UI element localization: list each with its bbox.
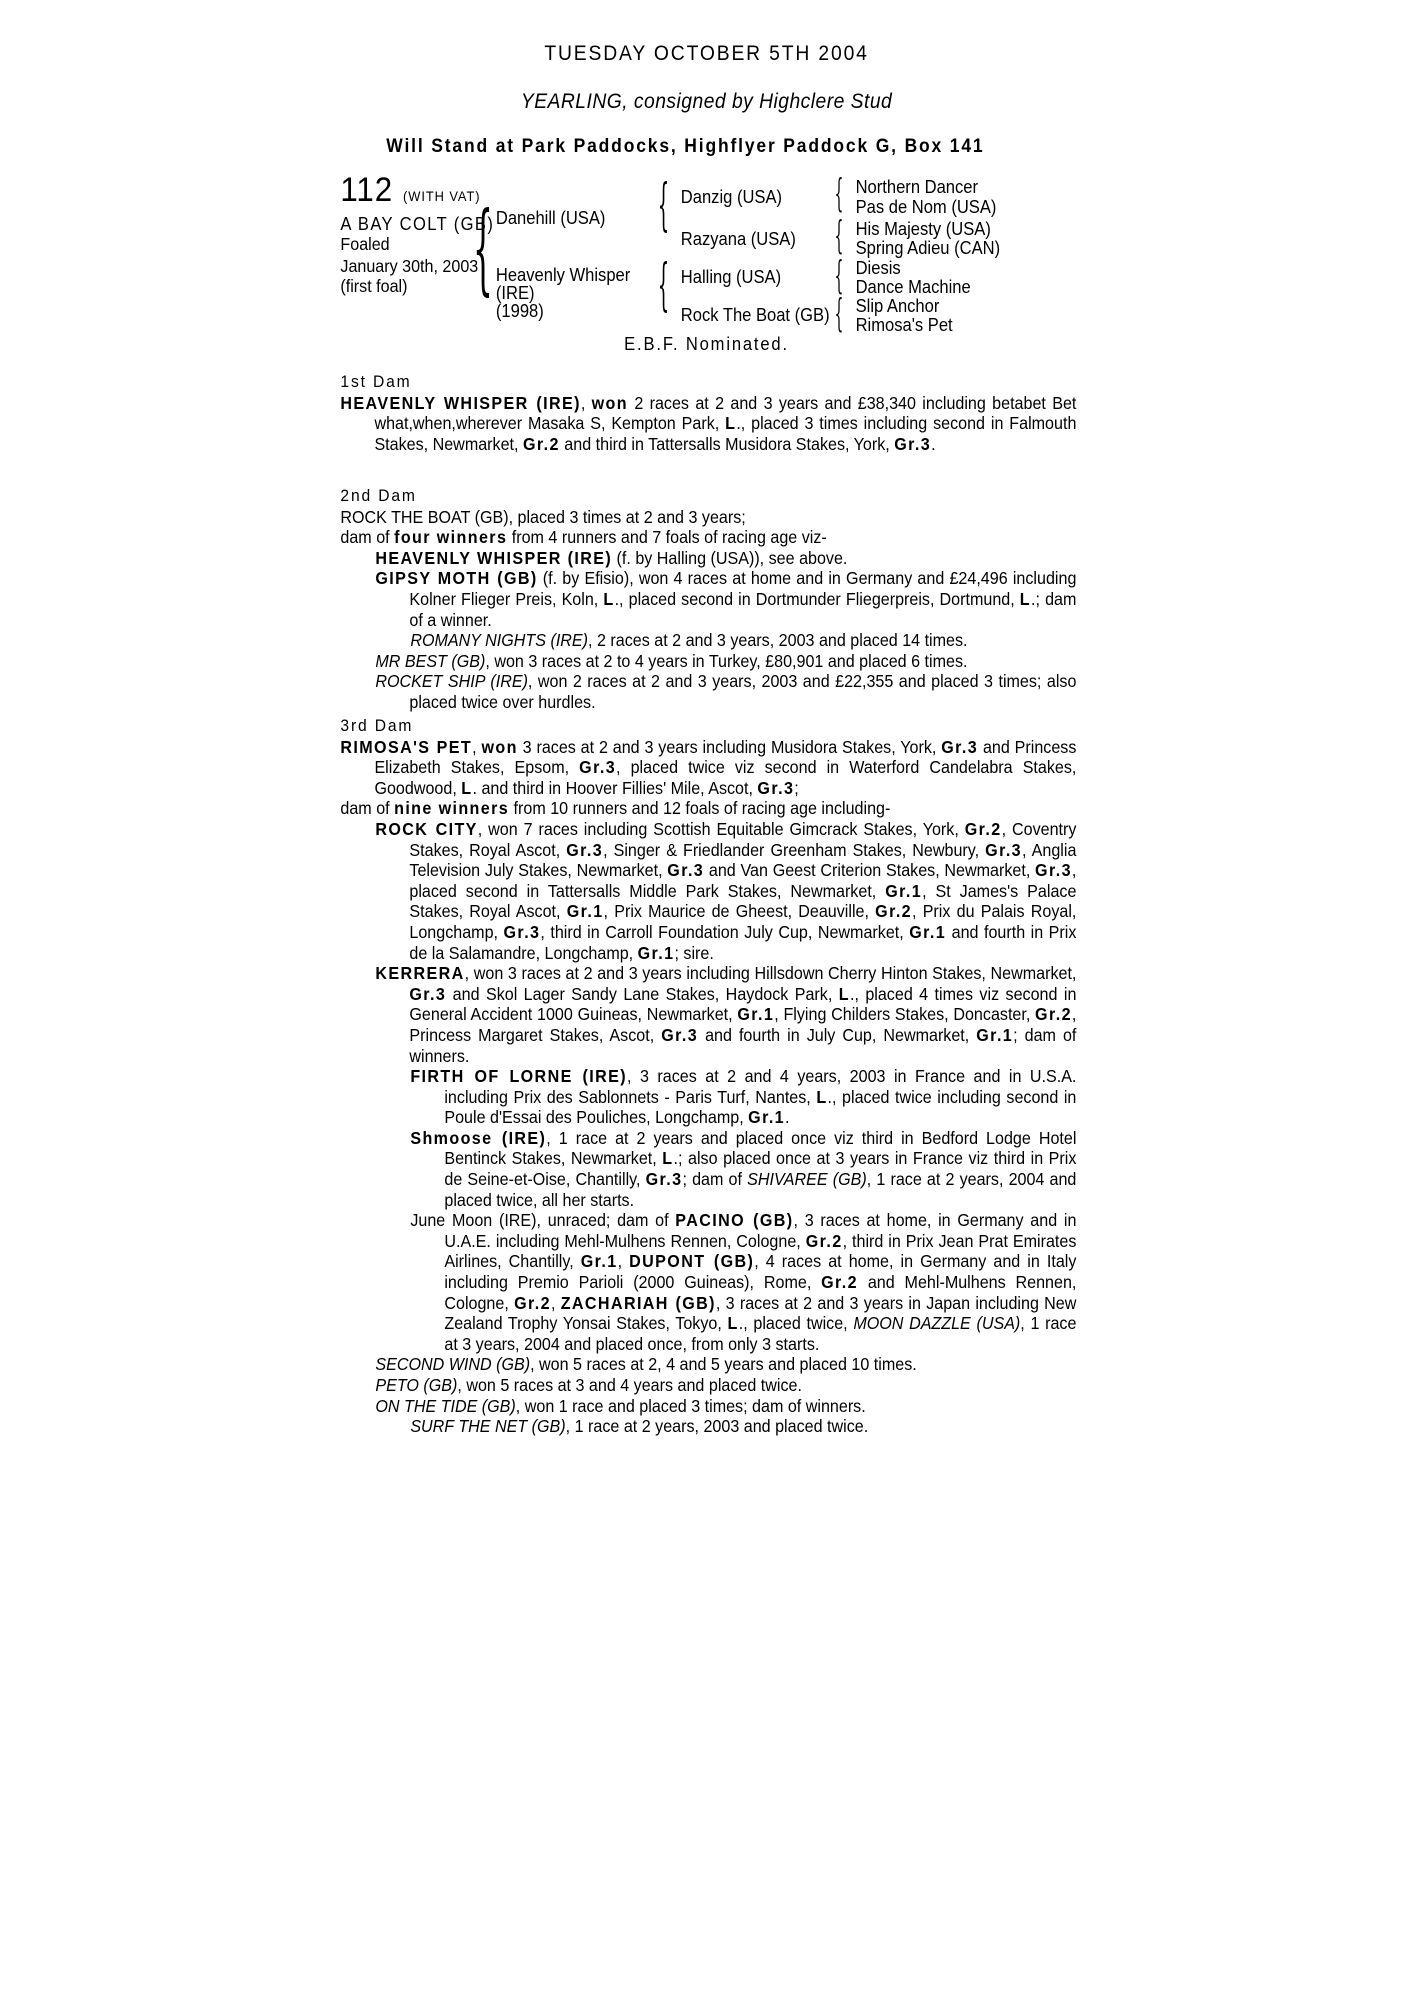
body-text: . and third in Hoover Fillies' Mile, Ascot,	[472, 777, 758, 798]
produce-entry	[340, 630, 1076, 651]
body-text: , Coventry Stakes, Royal Ascot,	[409, 818, 1077, 860]
bold-text: Gr.3	[894, 433, 932, 454]
body-text: from 10 runners and 12 foals of racing age including-	[509, 798, 891, 819]
bold-text: L	[603, 588, 615, 609]
body-text: .; also placed once at 3 years in France viz third in Prix de Seine-et-Oise, Chantilly,	[444, 1148, 1077, 1190]
pedigree-sire-sire: Danzig (USA)	[680, 187, 783, 207]
body-text: , Prix Maurice de Gheest, Deauville,	[603, 901, 876, 922]
italic-text: MR BEST (GB)	[375, 650, 486, 671]
body-text: (f. by Halling (USA)), see above.	[612, 547, 848, 568]
body-text: (f. by Efisio), won 4 races at home and in Germany and £24,496 including Kolner Flieger Preis, Koln,	[409, 568, 1077, 609]
bold-text: L	[1019, 588, 1032, 609]
bold-text: L	[461, 777, 473, 798]
bold-text: Gr.3	[667, 860, 705, 881]
bold-text: ROCK CITY	[375, 818, 478, 839]
italic-text: SECOND WIND (GB)	[375, 1354, 531, 1375]
bold-text: Gr.2	[1035, 1004, 1072, 1025]
second-dam-section	[340, 486, 1076, 713]
body-text: ; dam of	[682, 1169, 748, 1190]
bold-text: Gr.1	[580, 1251, 618, 1272]
bold-text: Gr.3	[757, 777, 795, 798]
body-text: , won 1 race and placed 3 times; dam of winners.	[515, 1395, 866, 1416]
foaled-date: January 30th, 2003	[340, 256, 479, 276]
body-text: ;	[794, 777, 799, 798]
produce-entry	[340, 651, 1076, 672]
pedigree-ggp: His Majesty (USA)	[855, 219, 991, 239]
body-text: 3 races at 2 and 3 years including Musidora Stakes, York,	[517, 736, 942, 757]
pedigree-ggp: Pas de Nom (USA)	[855, 197, 997, 217]
pedigree-brace: {	[657, 253, 670, 318]
bold-text: Gr.1	[885, 880, 923, 901]
pedigree-brace: {	[834, 253, 844, 297]
body-text: , Princess Margaret Stakes, Ascot,	[409, 1004, 1077, 1045]
bold-text: Gr.2	[821, 1272, 859, 1293]
bold-text: Gr.3	[941, 736, 979, 757]
section-heading: 3rd Dam	[340, 716, 414, 735]
bold-text: HEAVENLY WHISPER (IRE)	[375, 547, 613, 568]
body-text: , won 3 races at 2 and 3 years including Hillsdown Cherry Hinton Stakes, Newmarket,	[464, 963, 1077, 984]
ebf-nominated: E.B.F. Nominated.	[624, 334, 789, 354]
pedigree-ggp: Rimosa's Pet	[855, 315, 953, 335]
body-text: 2 races at 2 and 3 years and £38,340 including betabet Bet what,when,wherever Masaka S, Kempton Park,	[374, 392, 1077, 434]
produce-list	[340, 819, 1076, 1437]
pedigree-brace: {	[657, 173, 670, 238]
bold-text: Gr.1	[566, 901, 604, 922]
body-text: ROCK THE BOAT (GB), placed 3 times at 2 and 3 years;	[340, 506, 746, 527]
bold-text: Gr.3	[566, 839, 604, 860]
section-heading: 1st Dam	[340, 372, 412, 391]
body-text: from 4 runners and 7 foals of racing age viz-	[507, 527, 827, 548]
consignment-line: YEARLING, consigned by Highclere Stud	[520, 90, 893, 113]
body-text: dam of	[340, 527, 395, 548]
body-text: , 1 race at 2 years and placed once viz third in Bedford Lodge Hotel Bentinck Stakes, Newmarket,	[444, 1127, 1077, 1169]
stand-location: Will Stand at Park Paddocks, Highflyer Paddock G, Box 141	[386, 136, 985, 157]
body-text: ,	[550, 1292, 561, 1313]
bold-text: GIPSY MOTH (GB)	[375, 568, 538, 589]
bold-text: L	[816, 1086, 828, 1107]
produce-entry	[340, 1128, 1076, 1210]
bold-text: L	[838, 983, 850, 1004]
body-text: and Van Geest Criterion Stakes, Newmarket,	[704, 860, 1036, 881]
bold-text: Gr.1	[976, 1024, 1014, 1045]
first-dam-entry	[340, 393, 1076, 455]
body-text: , won 7 races including Scottish Equitable Gimcrack Stakes, York,	[477, 818, 965, 839]
bold-text: L	[725, 413, 737, 434]
body-text: and Princess Elizabeth Stakes, Epsom,	[374, 736, 1077, 778]
body-text: ., placed 4 times viz second in General Accident 1000 Guineas, Newmarket,	[409, 983, 1077, 1025]
produce-list	[340, 548, 1076, 713]
body-text: June Moon (IRE), unraced; dam of	[410, 1210, 676, 1231]
body-text: , St James's Palace Stakes, Royal Ascot,	[409, 880, 1077, 922]
body-text: , Flying Childers Stakes, Doncaster,	[774, 1004, 1036, 1025]
bold-text: Gr.1	[737, 1004, 775, 1025]
pedigree-ggp: Diesis	[855, 258, 901, 278]
bold-text: Shmoose (IRE)	[410, 1127, 547, 1148]
pedigree-dam-year: (1998)	[495, 301, 544, 321]
body-text: , 3 races at 2 and 3 years in Japan including New Zealand Trophy Yonsai Stakes, Tokyo,	[444, 1292, 1077, 1334]
bold-text: HEAVENLY WHISPER (IRE)	[340, 392, 581, 413]
produce-entry	[340, 568, 1076, 630]
body-text: , won 5 races at 3 and 4 years and placed twice.	[457, 1375, 802, 1395]
body-text: , won 3 races at 2 to 4 years in Turkey, £80,901 and placed 6 times.	[485, 650, 968, 671]
body-text: , Singer & Friedlander Greenham Stakes, Newbury,	[603, 839, 986, 860]
vat-note: (WITH VAT)	[403, 188, 481, 204]
bold-text: Gr.3	[579, 757, 617, 778]
produce-summary	[340, 798, 1076, 819]
pedigree-brace: {	[834, 291, 844, 335]
lot-info	[340, 171, 495, 306]
pedigree-dam-country: (IRE)	[495, 283, 535, 303]
bold-text: Gr.1	[909, 921, 947, 942]
italic-text: MOON DAZZLE (USA)	[853, 1313, 1021, 1334]
pedigree-ggp: Dance Machine	[855, 277, 971, 297]
body-text: and Mehl-Mulhens Rennen, Cologne,	[444, 1272, 1077, 1313]
produce-entry	[340, 671, 1076, 712]
bold-text: Gr.3	[645, 1169, 683, 1190]
pedigree-ggp: Slip Anchor	[855, 296, 940, 316]
produce-entry	[340, 1354, 1076, 1375]
body-text: and Skol Lager Sandy Lane Stakes, Haydock Park,	[446, 983, 839, 1004]
body-text: , third in Carroll Foundation July Cup, Newmarket,	[540, 921, 910, 942]
pedigree-dam-dam: Rock The Boat (GB)	[680, 305, 830, 325]
body-text: .	[931, 433, 936, 454]
body-text: ., placed twice,	[738, 1313, 854, 1334]
body-text: ., placed twice including second in Poule d'Essai des Pouliches, Longchamp,	[444, 1086, 1077, 1128]
foal-note: (first foal)	[340, 276, 408, 296]
pedigree-brace: {	[834, 213, 844, 257]
sale-date: TUESDAY OCTOBER 5TH 2004	[544, 42, 869, 65]
bold-text: Gr.1	[637, 942, 675, 963]
body-text: ., placed 3 times including second in Falmouth Stakes, Newmarket,	[374, 413, 1077, 454]
body-text: , 3 races at 2 and 4 years, 2003 in France and in U.S.A. including Prix des Sablonnets - Paris Turf, Nantes,	[444, 1066, 1077, 1107]
body-text: , won 5 races at 2, 4 and 5 years and placed 10 times.	[530, 1354, 917, 1375]
bold-text: Gr.3	[1035, 860, 1072, 881]
body-text: dam of	[340, 798, 395, 819]
bold-text: KERRERA	[375, 963, 465, 984]
bold-text: Gr.3	[661, 1024, 699, 1045]
italic-text: PETO (GB)	[375, 1375, 458, 1395]
pedigree-dam-sire: Halling (USA)	[680, 267, 782, 287]
bold-text: Gr.2	[964, 818, 1002, 839]
foaled-label: Foaled	[340, 234, 390, 254]
italic-text: SURF THE NET (GB)	[410, 1416, 566, 1437]
bold-text: won	[591, 392, 628, 413]
body-text: , placed second in Tattersalls Middle Park Stakes, Newmarket,	[409, 860, 1077, 901]
italic-text: ROCKET SHIP (IRE)	[375, 671, 528, 692]
body-text: ; dam of winners.	[409, 1024, 1077, 1066]
body-text: and fourth in July Cup, Newmarket,	[698, 1024, 977, 1045]
pedigree-brace: {	[472, 192, 493, 306]
body-text: , Prix du Palais Royal, Longchamp,	[409, 901, 1077, 942]
body-text: ,	[617, 1251, 630, 1272]
bold-text: Gr.3	[503, 921, 541, 942]
produce-entry	[340, 548, 1076, 569]
bold-text: Gr.2	[805, 1230, 843, 1251]
pedigree-sire: Danehill (USA)	[495, 208, 606, 228]
body-text: ; sire.	[674, 942, 714, 963]
bold-text: RIMOSA'S PET	[340, 736, 473, 757]
italic-text: ROMANY NIGHTS (IRE)	[410, 630, 589, 651]
pedigree-dam-name: Heavenly Whisper	[495, 265, 631, 285]
second-dam-intro	[340, 507, 1076, 528]
body-text: .; dam of a winner.	[409, 588, 1077, 630]
third-dam-intro	[340, 737, 1076, 799]
bold-text: four winners	[394, 527, 508, 548]
body-text: , 1 race at 3 years, 2004 and placed once, from only 3 starts.	[444, 1313, 1077, 1354]
bold-text: L	[662, 1148, 674, 1169]
italic-text: ON THE TIDE (GB)	[375, 1395, 516, 1416]
body-text: ., placed second in Dortmunder Fliegerpreis, Dortmund,	[614, 588, 1020, 609]
third-dam-section	[340, 716, 1076, 1437]
italic-text: SHIVAREE (GB)	[747, 1169, 867, 1190]
body-text: and third in Tattersalls Musidora Stakes, York,	[559, 433, 895, 454]
bold-text: DUPONT (GB)	[629, 1251, 755, 1272]
produce-entry	[340, 1210, 1076, 1354]
body-text: , 2 races at 2 and 3 years, 2003 and placed 14 times.	[588, 630, 968, 651]
bold-text: Gr.3	[985, 839, 1023, 860]
body-text: , won 2 races at 2 and 3 years, 2003 and £22,355 and placed 3 times; also placed twice over hurdles.	[409, 671, 1077, 712]
first-dam-section	[340, 372, 1076, 454]
pedigree-ggp: Northern Dancer	[855, 177, 979, 197]
bold-text: Gr.2	[875, 901, 913, 922]
bold-text: won	[481, 736, 518, 757]
produce-summary	[340, 527, 1076, 548]
bold-text: nine winners	[394, 798, 510, 819]
produce-entry	[340, 1375, 1076, 1396]
bold-text: ZACHARIAH (GB)	[560, 1292, 716, 1313]
body-text: , 4 races at home, in Germany and in Italy including Premio Parioli (2000 Guineas), Rome,	[444, 1251, 1077, 1293]
section-heading: 2nd Dam	[340, 486, 417, 505]
bold-text: Gr.1	[748, 1107, 786, 1128]
bold-text: Gr.2	[522, 433, 560, 454]
body-text: , Anglia Television July Stakes, Newmarket,	[409, 839, 1077, 881]
body-text: , 3 races at home, in Germany and in U.A.E. including Mehl-Mulhens Rennen, Cologne,	[444, 1210, 1077, 1251]
body-text: ,	[580, 392, 592, 413]
body-text: , third in Prix Jean Prat Emirates Airlines, Chantilly,	[444, 1230, 1077, 1272]
pedigree-brace: {	[834, 171, 844, 215]
bold-text: Gr.3	[409, 983, 447, 1004]
pedigree-sire-dam: Razyana (USA)	[680, 229, 796, 249]
pedigree-ggp: Spring Adieu (CAN)	[855, 238, 1001, 258]
body-text: , 1 race at 2 years, 2004 and placed twice, all her starts.	[444, 1169, 1077, 1210]
bold-text: PACINO (GB)	[675, 1210, 794, 1231]
produce-entry	[340, 1066, 1076, 1128]
bold-text: Gr.2	[514, 1292, 551, 1313]
body-text: and fourth in Prix de la Salamandre, Longchamp,	[409, 921, 1077, 963]
produce-entry	[340, 963, 1076, 1066]
body-text: , 1 race at 2 years, 2003 and placed twice.	[565, 1416, 869, 1437]
bold-text: FIRTH OF LORNE (IRE)	[410, 1066, 628, 1087]
produce-entry	[340, 1396, 1076, 1417]
produce-entry	[340, 819, 1076, 963]
body-text: ,	[472, 736, 482, 757]
lot-name: A BAY COLT (GB)	[340, 214, 495, 234]
bold-text: L	[727, 1313, 739, 1334]
body-text: , placed twice viz second in Waterford Candelabra Stakes, Goodwood,	[374, 757, 1077, 798]
produce-entry	[340, 1416, 1076, 1437]
body-text: .	[785, 1107, 790, 1128]
lot-number: 112	[340, 171, 394, 209]
